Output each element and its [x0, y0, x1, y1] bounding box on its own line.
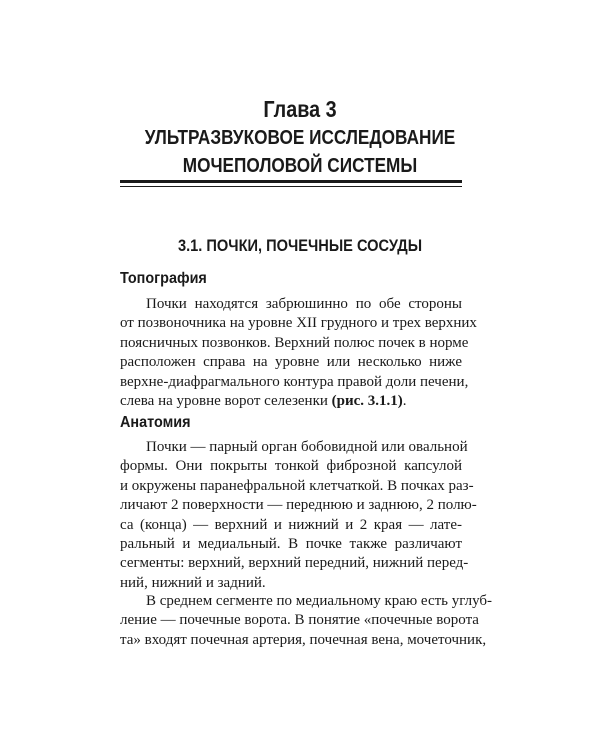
chapter-title-line: УЛЬТРАЗВУКОВОЕ ИССЛЕДОВАНИЕ: [144, 127, 456, 149]
text-line: ний, нижний и задний.: [120, 574, 266, 591]
anatomy-heading: Анатомия: [120, 414, 191, 431]
text-line: са (конца) — верхний и нижний и 2 края — лате-: [120, 516, 462, 533]
text-line: ление — почечные ворота. В понятие «почечные ворота: [120, 612, 479, 629]
chapter-title-line: МОЧЕПОЛОВОЙ СИСТЕМЫ: [182, 155, 418, 177]
text-line: поясничных позвонков. Верхний полюс почек в норме: [120, 334, 469, 351]
anatomy-paragraph: [120, 438, 477, 593]
text-line: сегменты: верхний, верхний передний, нижний перед-: [120, 555, 469, 572]
text-line: и окружены паранефральной клетчаткой. В почках раз-: [120, 477, 474, 494]
section-title: 3.1. ПОЧКИ, ПОЧЕЧНЫЕ СОСУДЫ: [177, 236, 423, 255]
text-line: Почки — парный орган бобовидной или овальной: [146, 439, 468, 455]
text-line: ральный и медиальный. В почке также различают: [120, 535, 462, 552]
text-line: формы. Они покрыты тонкой фиброзной капсулой: [120, 458, 462, 475]
text-line: Почки находятся забрюшинно по обе стороны: [146, 296, 462, 312]
topography-heading: Топография: [120, 270, 207, 287]
anatomy-paragraph: [120, 592, 493, 650]
chapter-rule-thick: [120, 180, 462, 183]
text-line: от позвоночника на уровне XII грудного и трех верхних: [120, 315, 477, 332]
text-line: та» входят почечная артерия, почечная вена, мочеточник,: [120, 631, 487, 648]
text-line: В среднем сегменте по медиальному краю есть углуб-: [146, 593, 493, 609]
figure-reference: (рис. 3.1.1): [331, 392, 403, 409]
chapter-title: [42, 124, 558, 180]
text-line: личают 2 поверхности — переднюю и заднюю, 2 полю-: [120, 497, 477, 514]
chapter-label: Глава 3: [263, 96, 337, 122]
text-line-part: .: [402, 392, 407, 409]
chapter-rule-thin: [120, 186, 462, 187]
text-line-part: слева на уровне ворот селезенки: [120, 392, 332, 409]
text-line: верхне-диафрагмального контура правой доли печени,: [120, 373, 469, 390]
text-line: [120, 392, 462, 411]
topography-paragraph: [120, 295, 477, 411]
text-line: расположен справа на уровне или несколько ниже: [120, 354, 462, 371]
